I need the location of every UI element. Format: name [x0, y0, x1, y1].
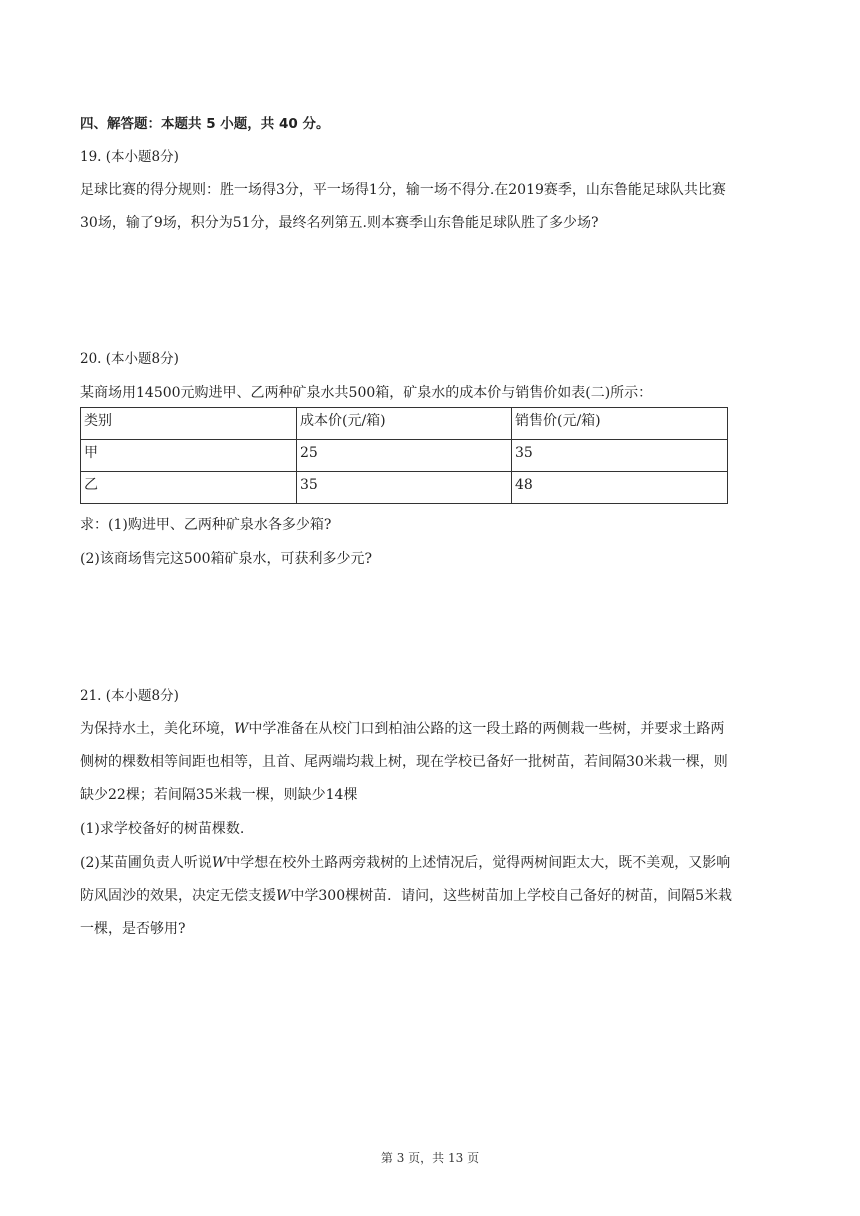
- table-header-cell: 销售价(元/箱): [512, 408, 728, 440]
- q21-sub-2-line-3: 一棵，是否够用?: [80, 921, 186, 937]
- q21-line-1-b: 中学准备在从校门口到柏油公路的这一段土路的两侧栽一些树，并要求土路两: [248, 721, 725, 737]
- table-row: [81, 472, 728, 504]
- q19-header: 19. (本小题8分): [80, 149, 179, 165]
- q21-line-1-a: 为保持水土，美化环境，: [80, 721, 234, 737]
- q21-sub-2-line-1: [80, 853, 730, 873]
- q20-intro: 某商场用14500元购进甲、乙两种矿泉水共500箱，矿泉水的成本价与销售价如表(二)所示：: [80, 385, 653, 401]
- q21-line-3: 缺少22棵；若间隔35米栽一棵，则缺少14棵: [80, 787, 358, 803]
- table-cell: 甲: [81, 440, 297, 472]
- variable-w: W: [234, 721, 249, 737]
- table-cell: 乙: [81, 472, 297, 504]
- table-header-cell: 类别: [81, 408, 297, 440]
- q21-line-2: 侧树的棵数相等间距也相等，且首、尾两端均栽上树，现在学校已备好一批树苗，若间隔30米栽一棵，则: [80, 754, 728, 770]
- page-footer: 第 3 页，共 13 页: [380, 1151, 480, 1165]
- q19-line-2: 30场，输了9场，积分为51分，最终名列第五.则本赛季山东鲁能足球队胜了多少场?: [80, 215, 599, 231]
- table-header-cell: 成本价(元/箱): [297, 408, 512, 440]
- table-header-row: [81, 408, 728, 440]
- q21-sub-2-line-2-a: 防风固沙的效果，决定无偿支援: [80, 888, 276, 904]
- q19-line-1: 足球比赛的得分规则：胜一场得3分，平一场得1分，输一场不得分.在2019赛季，山东鲁能足球队共比赛: [80, 182, 726, 198]
- variable-w: W: [276, 888, 291, 904]
- table-cell: 48: [512, 472, 728, 504]
- table-cell: 35: [297, 472, 512, 504]
- table-cell: 25: [297, 440, 512, 472]
- q21-header: 21. (本小题8分): [80, 688, 179, 704]
- table-row: [81, 440, 728, 472]
- q20-question-1: 求：(1)购进甲、乙两种矿泉水各多少箱?: [80, 517, 332, 533]
- q21-sub-2-line-2: [80, 886, 732, 906]
- price-table: [80, 407, 728, 504]
- q20-question-2: (2)该商场售完这500箱矿泉水，可获利多少元?: [80, 551, 373, 567]
- q21-sub-2-line-2-b: 中学300棵树苗．请问，这些树苗加上学校自己备好的树苗，间隔5米栽: [290, 888, 733, 904]
- section-title: 四、解答题：本题共 5 小题，共 40 分。: [80, 116, 330, 132]
- variable-w: W: [211, 855, 227, 871]
- q21-sub-1: (1)求学校备好的树苗棵数.: [80, 821, 245, 837]
- q21-line-1: [80, 719, 724, 739]
- q20-header: 20. (本小题8分): [80, 351, 179, 367]
- q21-sub-2-line-1-a: (2)某苗圃负责人听说: [80, 855, 212, 871]
- q21-sub-2-line-1-b: 中学想在校外土路两旁栽树的上述情况后，觉得两树间距太大，既不美观，又影响: [226, 855, 731, 871]
- table-cell: 35: [512, 440, 728, 472]
